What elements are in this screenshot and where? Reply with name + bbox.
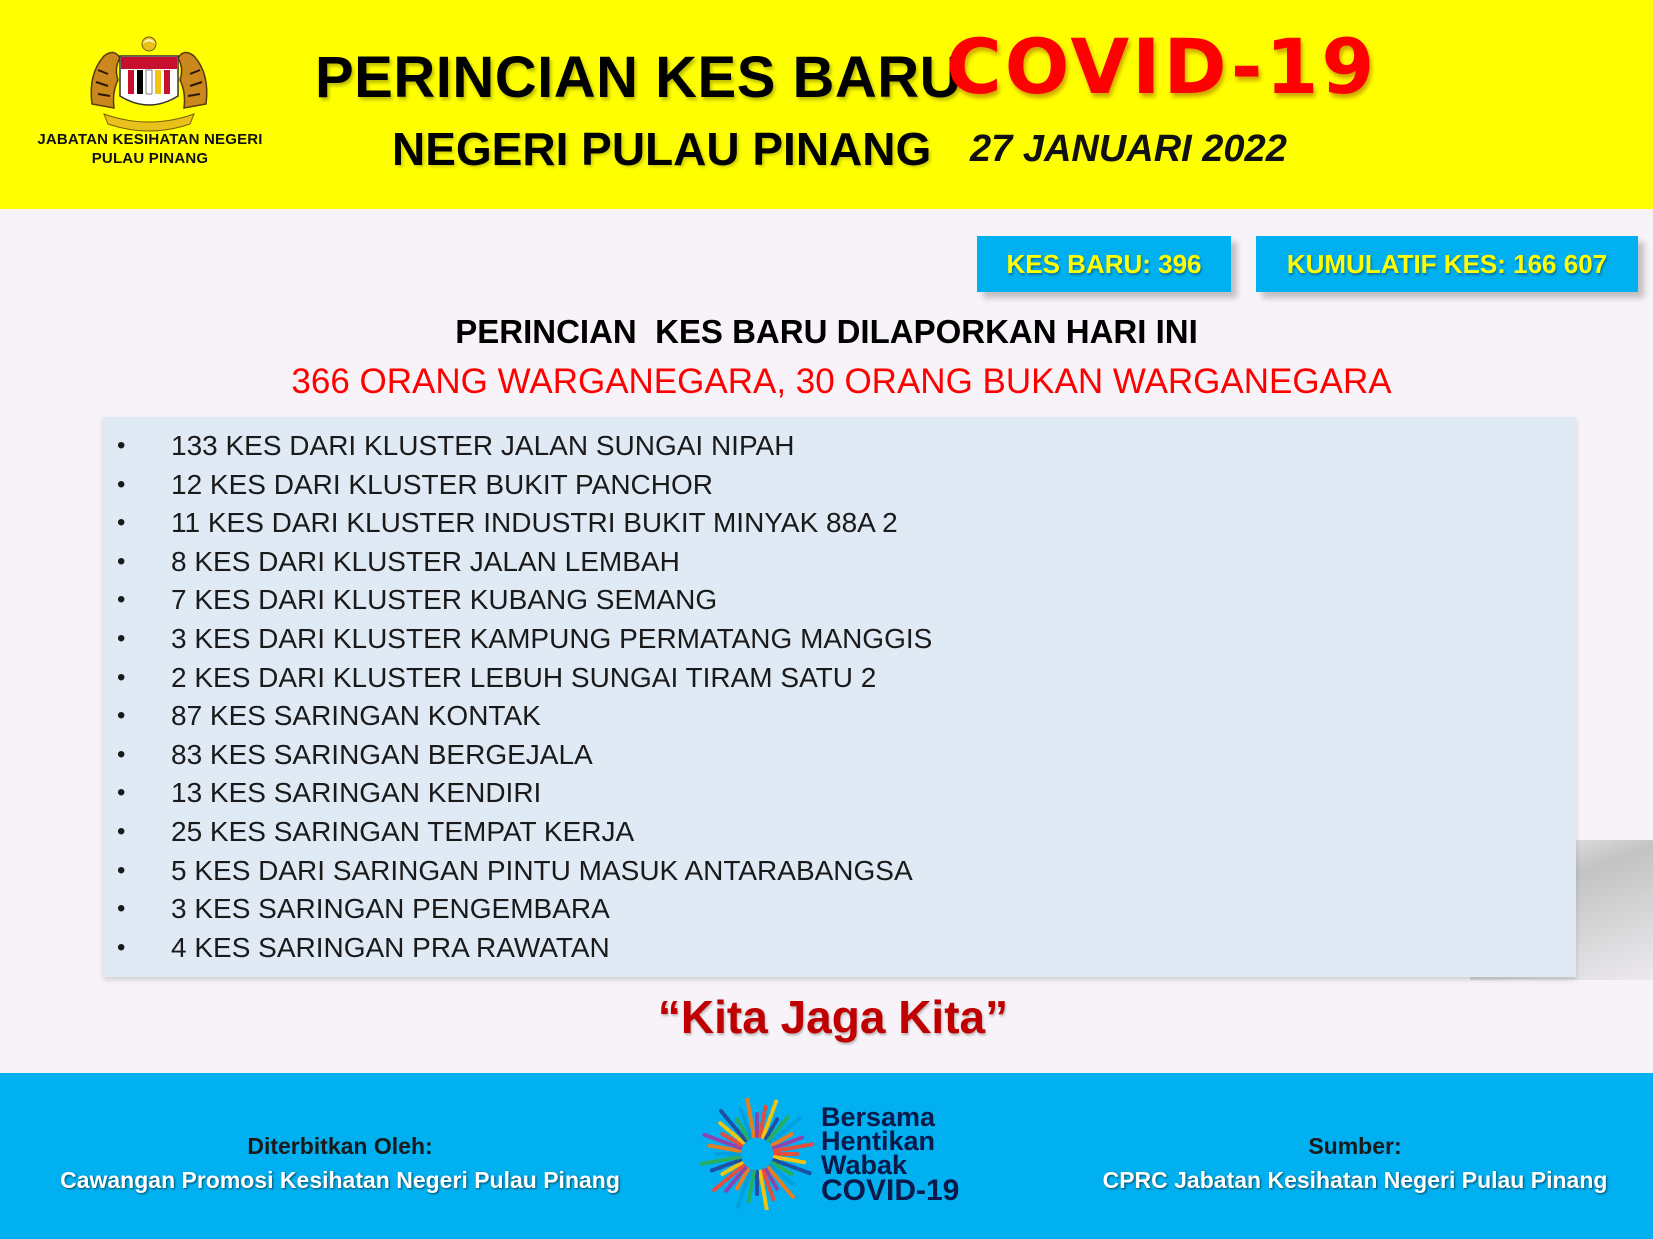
case-item-text: 7 KES DARI KLUSTER KUBANG SEMANG <box>171 584 718 616</box>
list-item <box>103 427 1576 466</box>
report-date: 27 JANUARI 2022 <box>970 128 1287 170</box>
case-item-text: 3 KES SARINGAN PENGEMBARA <box>171 893 610 925</box>
campaign-word-3: Wabak <box>821 1150 908 1180</box>
bullet-point: • <box>117 702 126 730</box>
bullet-point: • <box>117 817 126 845</box>
source-name: CPRC Jabatan Kesihatan Negeri Pulau Pinang <box>1102 1167 1608 1193</box>
publisher-label: Diterbitkan Oleh: <box>247 1133 433 1159</box>
list-item <box>103 774 1576 813</box>
bullet-point: • <box>117 740 126 768</box>
citizenship-breakdown: 366 ORANG WARGANEGARA, 30 ORANG BUKAN WARGANEGARA <box>291 362 1392 401</box>
case-item-text: 13 KES SARINGAN KENDIRI <box>171 777 542 809</box>
state-title: NEGERI PULAU PINANG <box>392 123 932 175</box>
starburst-logo-icon <box>698 1098 816 1210</box>
list-item <box>103 466 1576 505</box>
bullet-point: • <box>117 895 126 923</box>
case-item-text: 8 KES DARI KLUSTER JALAN LEMBAH <box>171 545 680 577</box>
list-item <box>103 929 1576 968</box>
case-item-text: 4 KES SARINGAN PRA RAWATAN <box>171 931 610 963</box>
case-item-text: 3 KES DARI KLUSTER KAMPUNG PERMATANG MANGGIS <box>171 622 933 654</box>
coat-of-arms-icon <box>84 34 214 134</box>
cumulative-cases-badge: KUMULATIF KES: 166 607 <box>1256 236 1638 292</box>
list-item <box>103 504 1576 543</box>
list-item <box>103 890 1576 929</box>
source-label: Sumber: <box>1308 1133 1402 1159</box>
case-item-text: 25 KES SARINGAN TEMPAT KERJA <box>171 815 635 847</box>
case-item-text: 11 KES DARI KLUSTER INDUSTRI BUKIT MINYAK 88A 2 <box>171 507 898 539</box>
bullet-point: • <box>117 432 126 459</box>
department-name: JABATAN KESIHATAN NEGERI <box>37 131 263 148</box>
list-item <box>103 581 1576 620</box>
case-item-text: 2 KES DARI KLUSTER LEBUH SUNGAI TIRAM SATU 2 <box>171 661 877 693</box>
slogan: “Kita Jaga Kita” <box>657 991 1009 1043</box>
list-item <box>103 620 1576 659</box>
campaign-word-2: Hentikan <box>821 1126 936 1156</box>
case-item-text: 5 KES DARI SARINGAN PINTU MASUK ANTARABANGSA <box>171 854 913 886</box>
bullet-point: • <box>117 586 126 614</box>
list-item <box>103 543 1576 582</box>
case-item-text: 87 KES SARINGAN KONTAK <box>171 700 541 732</box>
campaign-word-4: COVID-19 <box>821 1174 960 1207</box>
bullet-point: • <box>117 933 126 961</box>
case-list-panel <box>103 417 1576 977</box>
bullet-point: • <box>117 470 126 498</box>
list-item <box>103 813 1576 852</box>
case-list <box>103 427 1576 967</box>
new-cases-badge: KES BARU: 396 <box>977 236 1231 292</box>
bullet-point: • <box>117 547 126 575</box>
bullet-point: • <box>117 624 126 652</box>
bullet-point: • <box>117 663 126 691</box>
case-item-text: 83 KES SARINGAN BERGEJALA <box>171 738 593 770</box>
campaign-word-1: Bersama <box>821 1102 936 1132</box>
details-heading: PERINCIAN KES BARU DILAPORKAN HARI INI <box>455 313 1198 350</box>
header-banner <box>0 0 1653 209</box>
list-item <box>103 852 1576 891</box>
department-state: PULAU PINANG <box>91 150 209 167</box>
case-item-text: 12 KES DARI KLUSTER BUKIT PANCHOR <box>171 468 713 500</box>
case-item-text: 133 KES DARI KLUSTER JALAN SUNGAI NIPAH <box>171 430 795 461</box>
page-title: PERINCIAN KES BARU <box>315 45 963 110</box>
bullet-point: • <box>117 509 126 537</box>
bullet-point: • <box>117 779 126 807</box>
publisher-name: Cawangan Promosi Kesihatan Negeri Pulau Pinang <box>60 1167 620 1193</box>
covid-title: COVID-19 <box>946 22 1378 111</box>
list-item <box>103 659 1576 698</box>
bullet-point: • <box>117 856 126 884</box>
list-item <box>103 736 1576 775</box>
list-item <box>103 697 1576 736</box>
campaign-logo <box>698 1098 968 1210</box>
